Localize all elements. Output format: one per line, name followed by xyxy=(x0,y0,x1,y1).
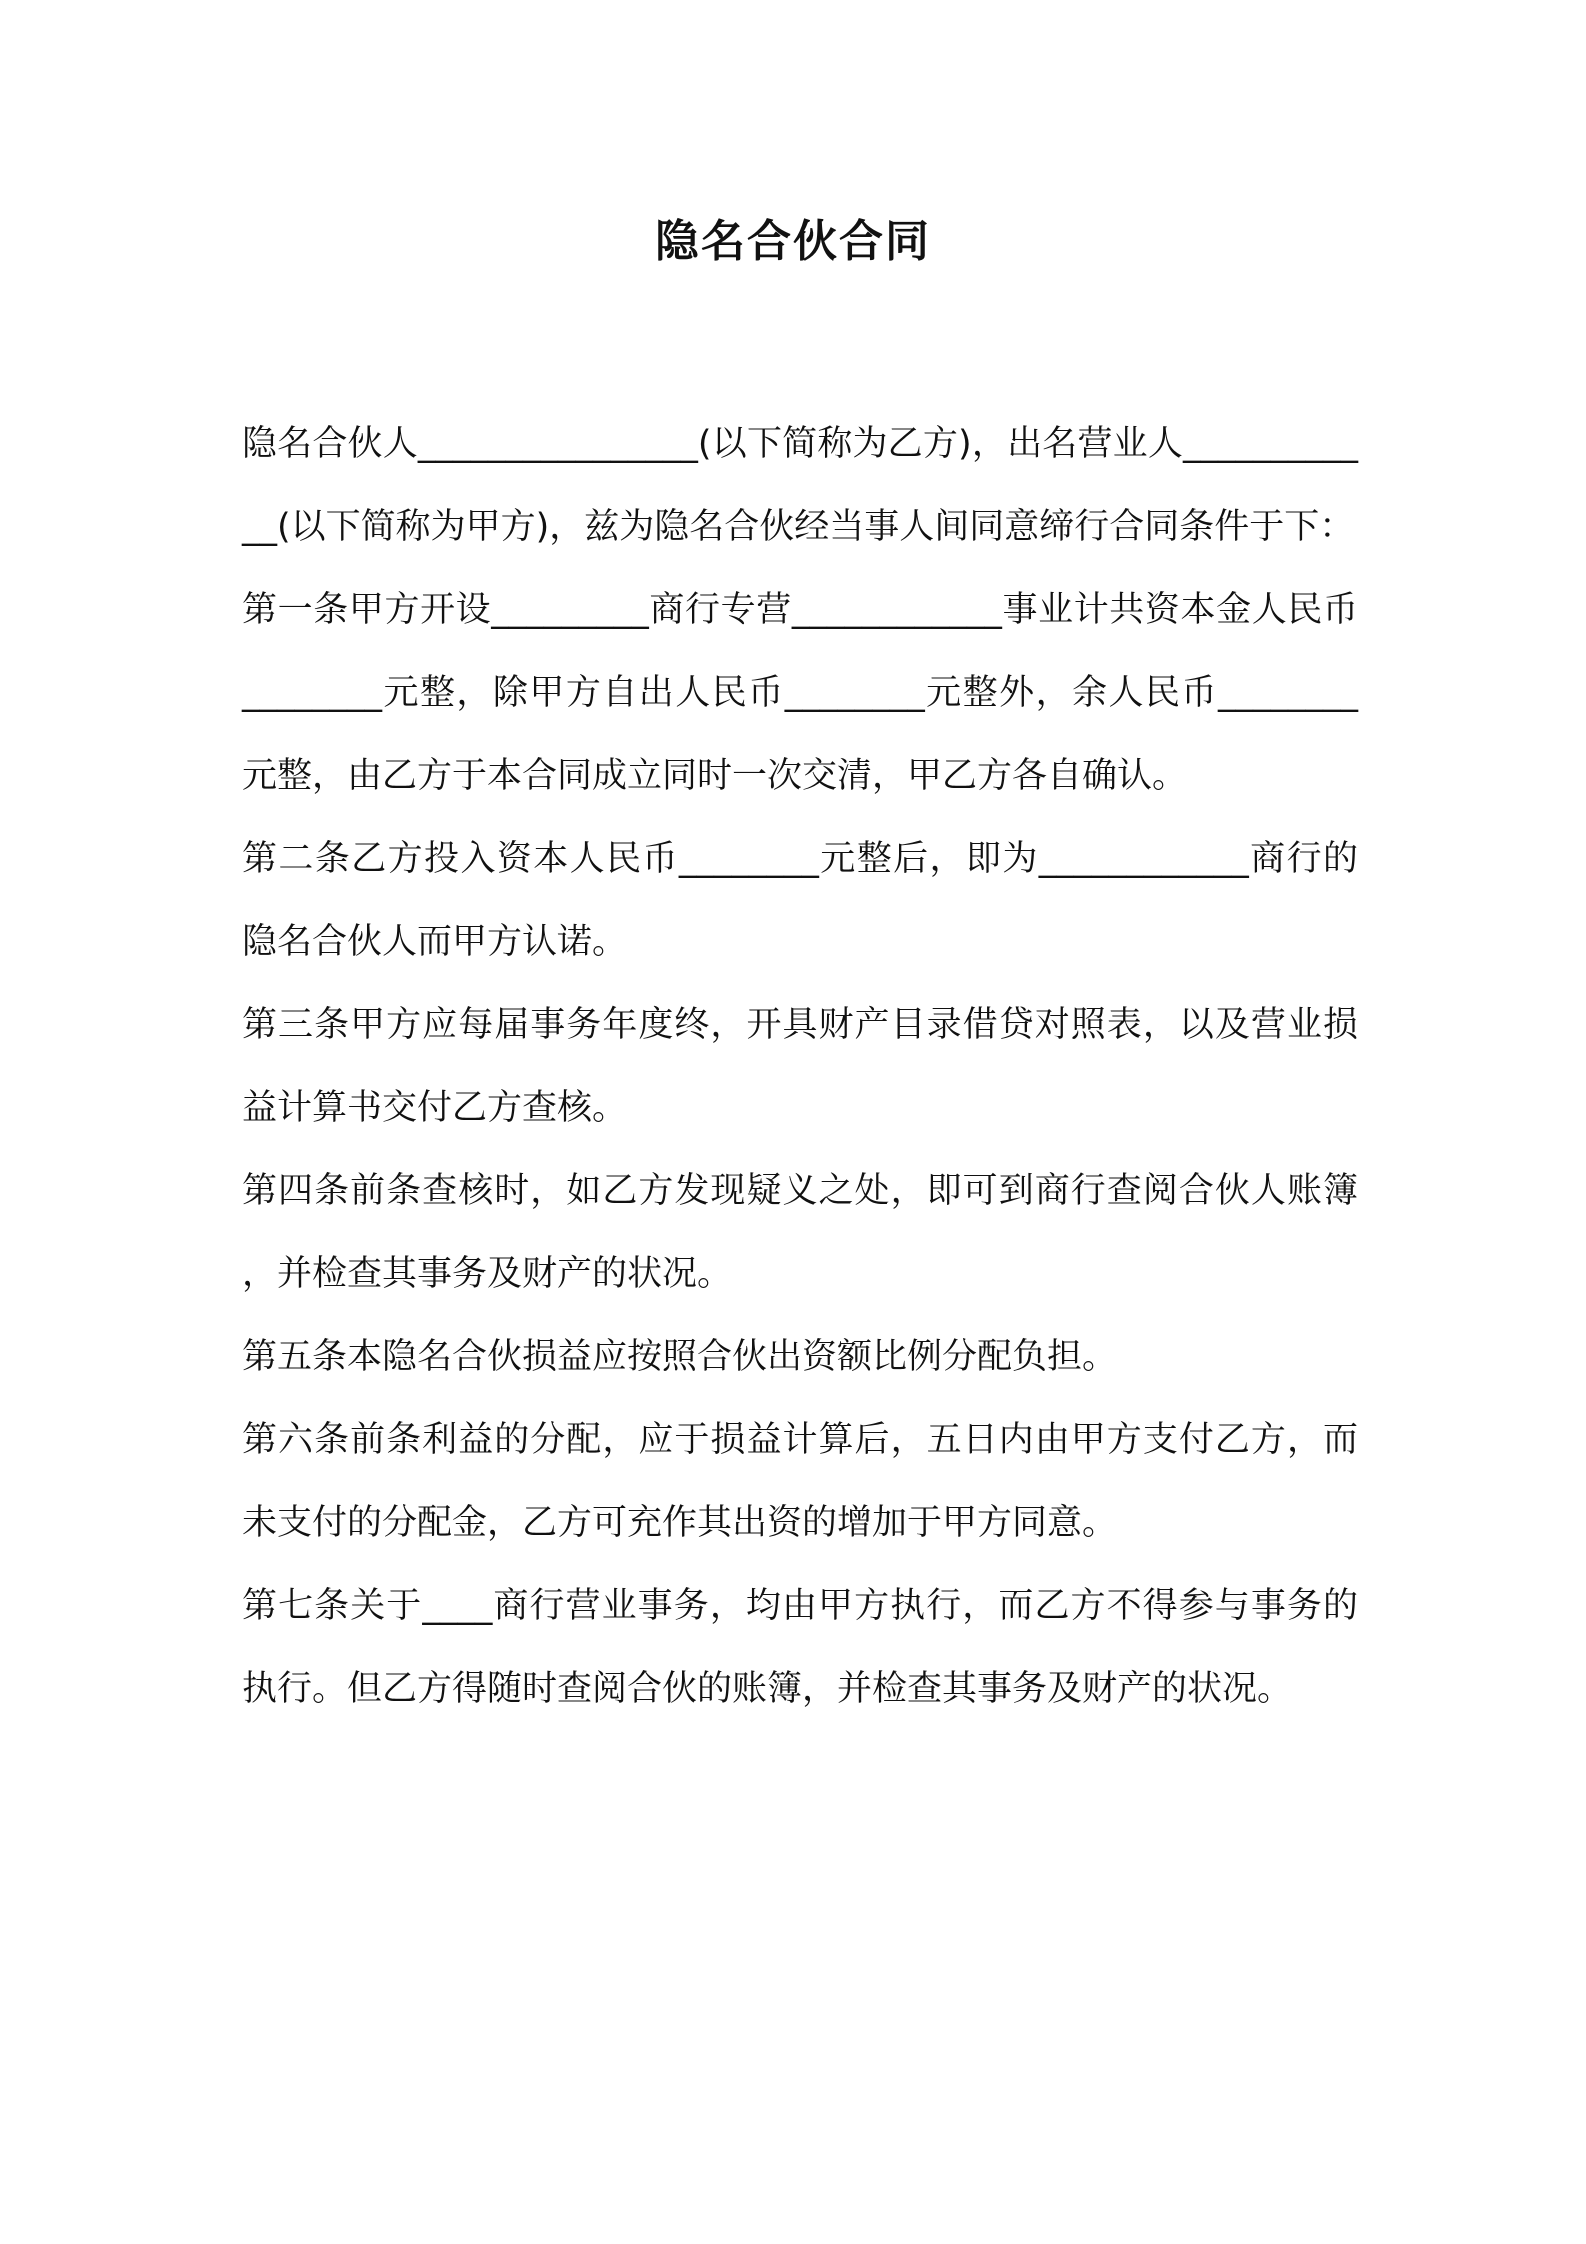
paragraph-article-6: 第六条前条利益的分配，应于损益计算后，五日内由甲方支付乙方，而未支付的分配金，乙方可充作其出资的增加于甲方同意。 xyxy=(242,1420,1358,1543)
paragraph-article-5: 第五条本隐名合伙损益应按照合伙出资额比例分配负担。 xyxy=(242,1337,1118,1377)
paragraph-article-2: 第二条乙方投入资本人民币________元整后，即为____________商行的隐名合伙人而甲方认诺。 xyxy=(242,839,1358,962)
paragraph-article-3: 第三条甲方应每届事务年度终，开具财产目录借贷对照表，以及营业损益计算书交付乙方查核。 xyxy=(242,1005,1358,1128)
paragraph-article-1: 第一条甲方开设_________商行专营____________事业计共资本金人民币________元整，除甲方自出人民币________元整外，余人民币________元整，由乙方于本合同成立同时一次交清，甲乙方各自确认。 xyxy=(242,590,1358,796)
paragraph-preamble: 隐名合伙人________________(以下简称为乙方)，出名营业人____________(以下简称为甲方)，兹为隐名合伙经当事人间同意缔行合同条件于下： xyxy=(242,424,1358,547)
document-title: 隐名合伙合同 xyxy=(655,216,931,267)
paragraph-article-7: 第七条关于____商行营业事务，均由甲方执行，而乙方不得参与事务的执行。但乙方得随时查阅合伙的账簿，并检查其事务及财产的状况。 xyxy=(242,1586,1358,1709)
paragraph-article-4: 第四条前条查核时，如乙方发现疑义之处，即可到商行查阅合伙人账簿，并检查其事务及财产的状况。 xyxy=(242,1171,1358,1294)
document-body xyxy=(242,403,1358,1731)
